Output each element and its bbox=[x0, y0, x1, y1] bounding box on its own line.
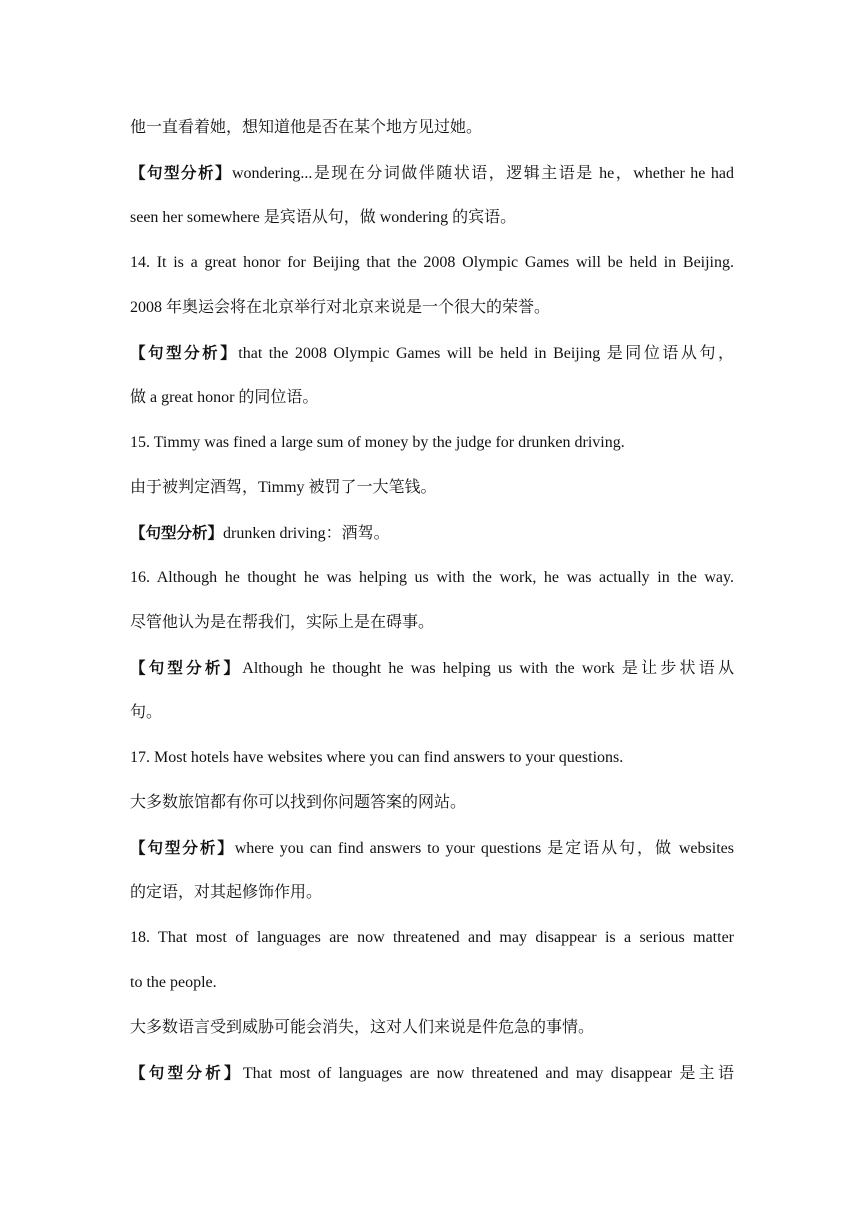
analysis-continuation: 做 a great honor 的同位语。 bbox=[130, 389, 319, 406]
analysis-text: Although he thought he was helping us with the work 是让步状语从 bbox=[242, 660, 734, 677]
chinese-translation: 大多数旅馆都有你可以找到你问题答案的网站。 bbox=[130, 794, 467, 811]
analysis-text: that the 2008 Olympic Games will be held in Beijing 是同位语从句， bbox=[238, 345, 734, 362]
analysis-tag: 【句型分析】 bbox=[130, 164, 232, 182]
chinese-translation: 他一直看着她，想知道他是否在某个地方见过她。 bbox=[130, 119, 483, 136]
analysis-tag: 【句型分析】 bbox=[130, 1064, 243, 1082]
analysis-tag: 【句型分析】 bbox=[130, 344, 239, 362]
analysis-text: wondering...是现在分词做伴随状语，逻辑主语是 he，whether he had bbox=[231, 165, 734, 182]
chinese-translation: 尽管他认为是在帮我们，实际上是在碍事。 bbox=[130, 614, 435, 631]
analysis-line bbox=[130, 1062, 734, 1085]
analysis-line bbox=[130, 837, 734, 860]
analysis-continuation: 的定语，对其起修饰作用。 bbox=[130, 884, 323, 901]
analysis-line bbox=[130, 162, 734, 185]
chinese-translation: 大多数语言受到威胁可能会消失，这对人们来说是件危急的事情。 bbox=[130, 1019, 595, 1036]
example-sentence-continuation: to the people. bbox=[130, 974, 217, 991]
analysis-text: drunken driving：酒驾。 bbox=[223, 525, 390, 542]
analysis-continuation: seen her somewhere 是宾语从句，做 wondering 的宾语。 bbox=[130, 209, 517, 226]
example-sentence: 17. Most hotels have websites where you can find answers to your questions. bbox=[130, 749, 624, 766]
analysis-text: That most of languages are now threatened and may disappear 是主语 bbox=[242, 1065, 734, 1082]
analysis-tag: 【句型分析】 bbox=[130, 839, 235, 857]
analysis-tag: 【句型分析】 bbox=[130, 524, 224, 542]
analysis-text: where you can find answers to your questions 是定语从句，做 websites bbox=[234, 840, 734, 857]
analysis-continuation: 句。 bbox=[130, 704, 163, 721]
example-sentence: 16. Although he thought he was helping us with the work, he was actually in the way. bbox=[130, 569, 734, 586]
chinese-translation: 由于被判定酒驾，Timmy 被罚了一大笔钱。 bbox=[130, 479, 437, 496]
example-sentence: 18. That most of languages are now threatened and may disappear is a serious matter bbox=[130, 929, 734, 946]
example-sentence: 15. Timmy was fined a large sum of money by the judge for drunken driving. bbox=[130, 434, 625, 451]
chinese-translation: 2008 年奥运会将在北京举行对北京来说是一个很大的荣誉。 bbox=[130, 299, 551, 316]
analysis-line bbox=[130, 342, 734, 365]
analysis-line bbox=[130, 522, 734, 545]
example-sentence: 14. It is a great honor for Beijing that the 2008 Olympic Games will be held in Beijing. bbox=[130, 254, 734, 271]
analysis-line bbox=[130, 657, 734, 680]
analysis-tag: 【句型分析】 bbox=[130, 659, 243, 677]
